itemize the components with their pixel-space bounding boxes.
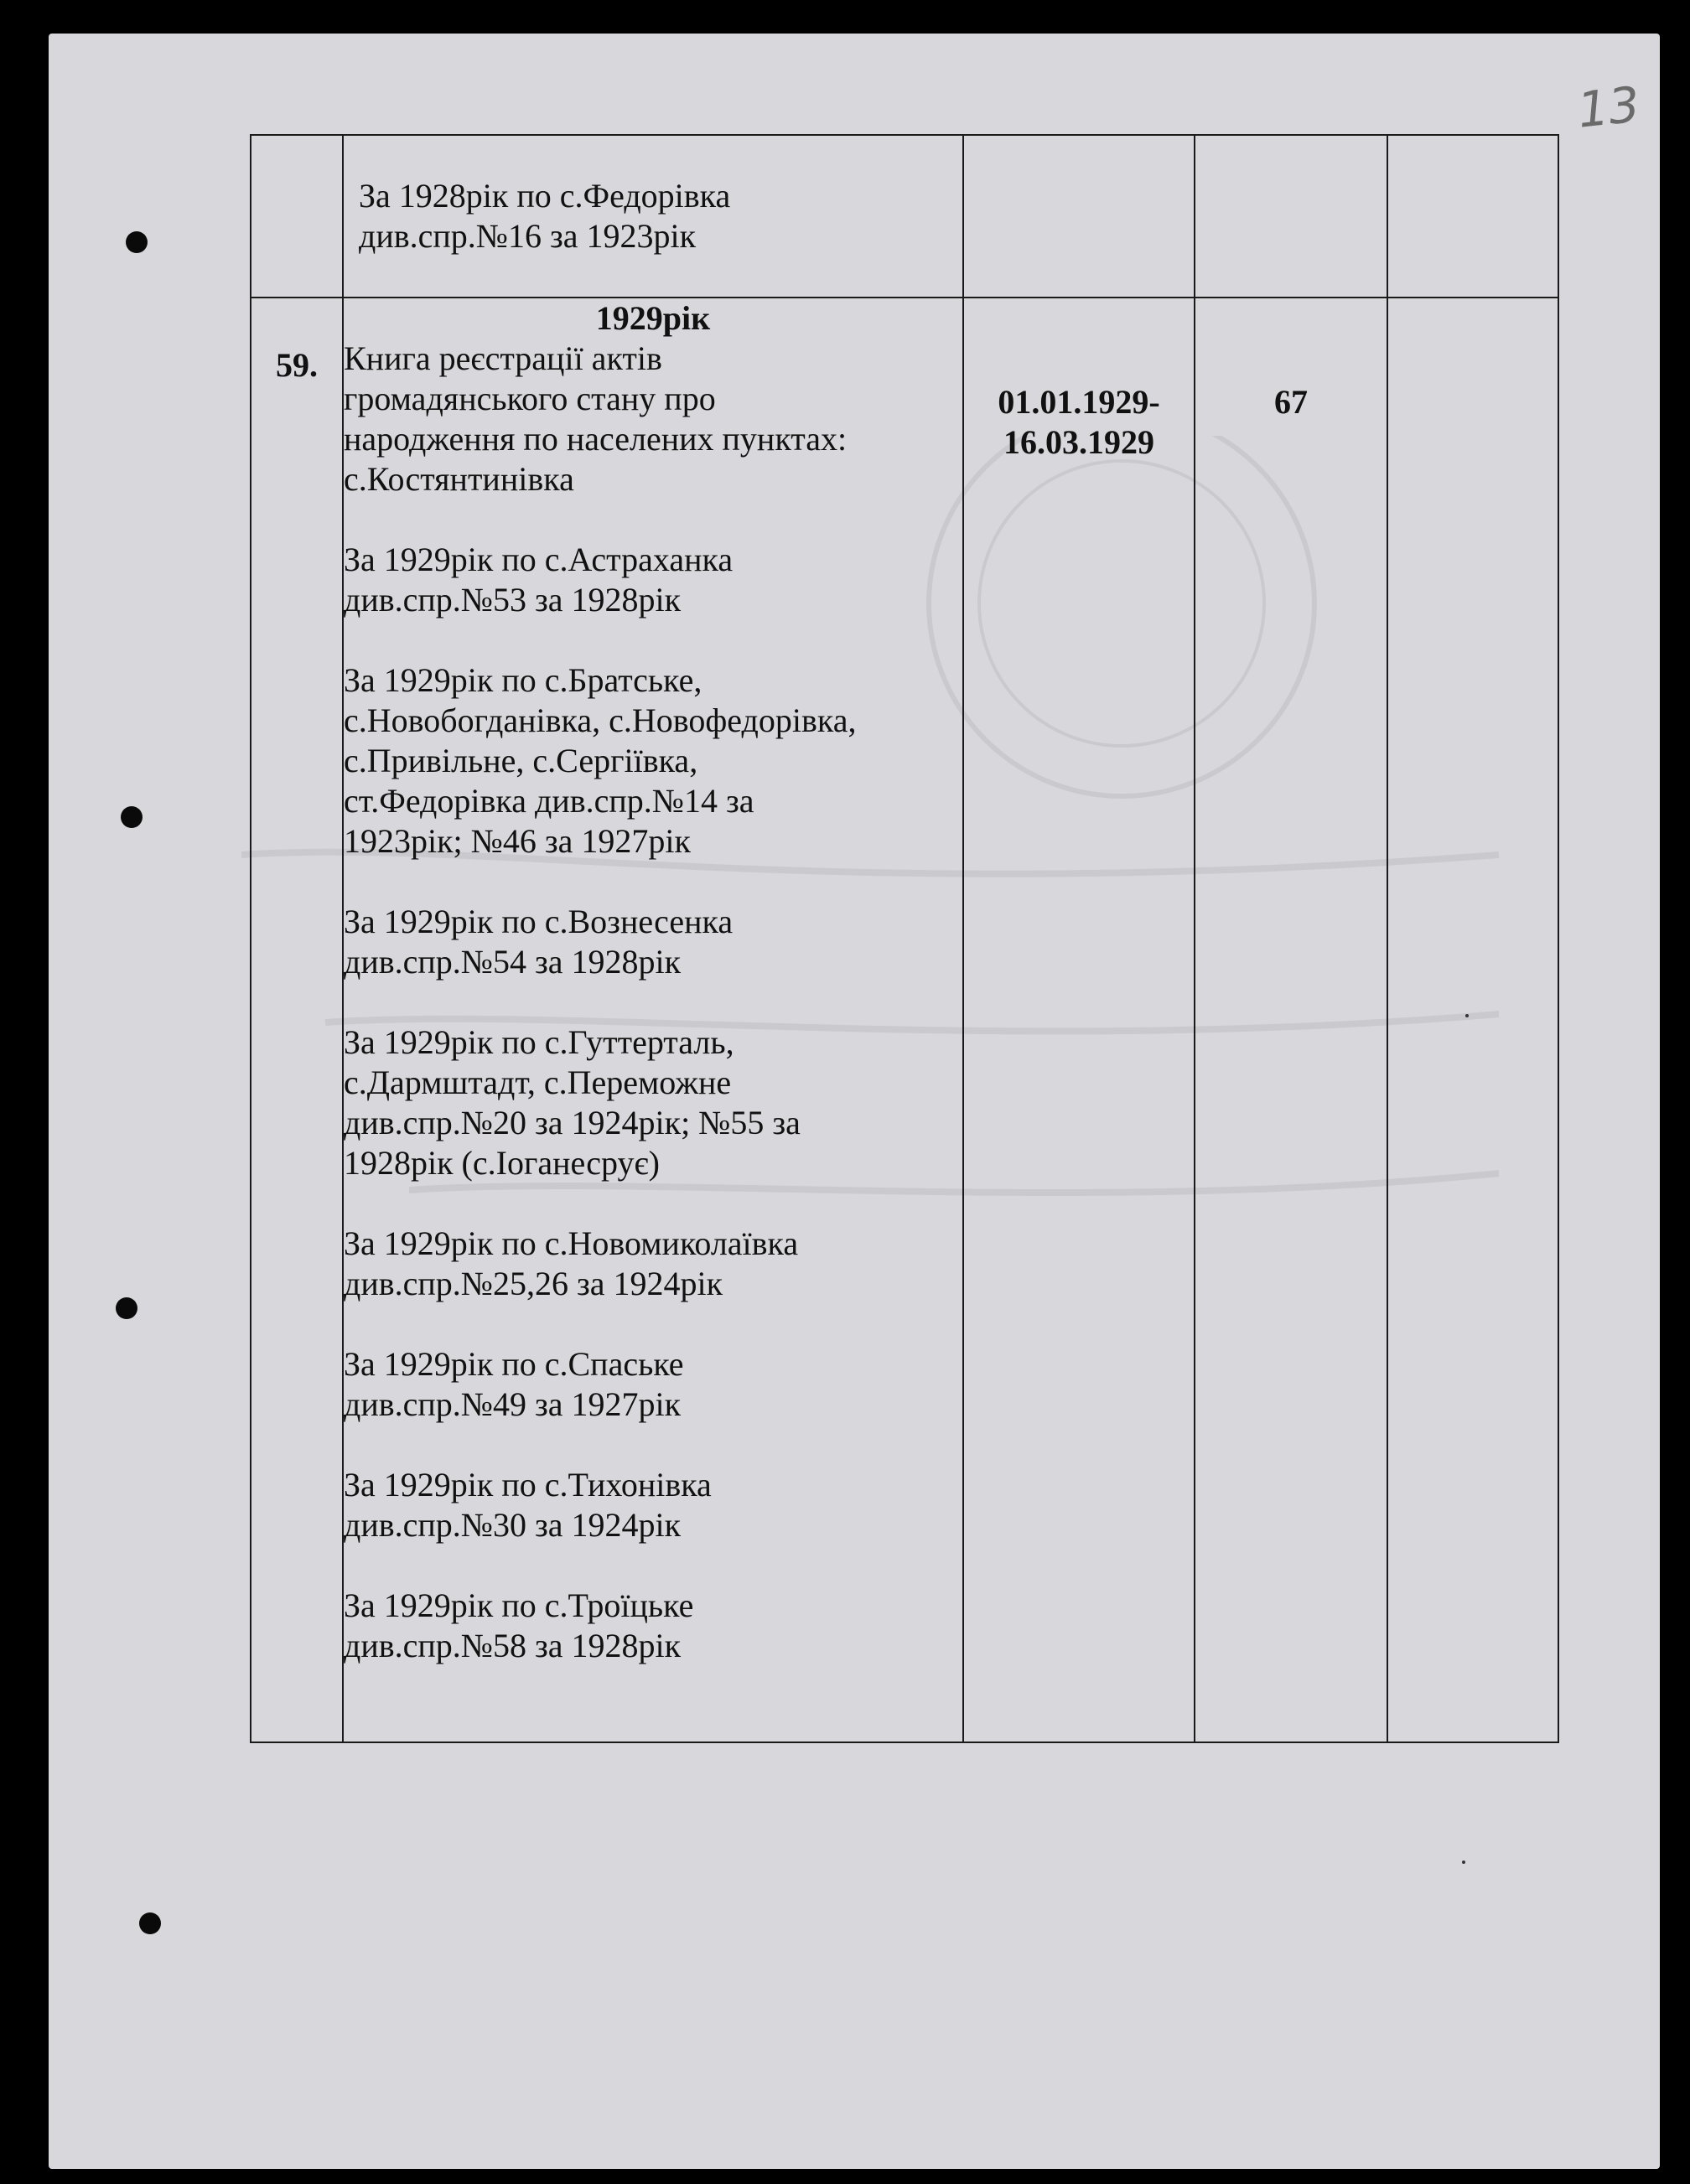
entry bbox=[344, 902, 962, 982]
entry-line: с.Дармштадт, с.Переможне bbox=[344, 1064, 732, 1101]
scan-speck bbox=[1465, 1014, 1469, 1017]
table-row bbox=[251, 298, 1558, 1742]
entry-line: ст.Федорівка див.спр.№14 за bbox=[344, 782, 754, 820]
entry-line: громадянського стану про bbox=[344, 380, 716, 417]
entry bbox=[344, 1344, 962, 1425]
entry-line: див.спр.№16 за 1923рік bbox=[359, 217, 697, 255]
entry-line: За 1929рік по с.Спаське bbox=[344, 1345, 684, 1383]
entry bbox=[344, 1224, 962, 1304]
entry bbox=[344, 660, 962, 862]
entry-line: народження по населених пунктах: bbox=[344, 420, 848, 458]
title-cell bbox=[343, 135, 963, 298]
year-heading: 1929рік bbox=[595, 299, 711, 337]
binder-hole bbox=[116, 1297, 137, 1319]
entry-line: с.Новобогданівка, с.Новофедорівка, bbox=[344, 701, 857, 739]
entry-line: див.спр.№20 за 1924рік; №55 за bbox=[344, 1104, 801, 1141]
entry-line: 1928рік (с.Іоганесрує) bbox=[344, 1144, 660, 1182]
entry bbox=[344, 1586, 962, 1666]
register-table bbox=[250, 134, 1559, 1743]
date-start: 01.01.1929- bbox=[998, 383, 1160, 421]
scan-speck bbox=[1462, 1861, 1465, 1864]
entry bbox=[344, 540, 962, 620]
entry bbox=[344, 1022, 962, 1183]
note-cell bbox=[1387, 298, 1558, 1742]
number-cell bbox=[251, 135, 343, 298]
entry-line: За 1929рік по с.Тихонівка bbox=[344, 1466, 712, 1503]
entry-line: За 1929рік по с.Вознесенка bbox=[344, 903, 734, 940]
dates-cell bbox=[963, 135, 1195, 298]
date-end: 16.03.1929 bbox=[1003, 423, 1154, 461]
document-page bbox=[49, 34, 1660, 2169]
entry-line: Книга реєстрації актів bbox=[344, 339, 662, 377]
entry-line: За 1928рік по с.Федорівка bbox=[359, 177, 731, 215]
entry-line: див.спр.№30 за 1924рік bbox=[344, 1506, 682, 1544]
entry-line: с.Костянтинівка bbox=[344, 460, 574, 498]
sheets-cell bbox=[1195, 135, 1387, 298]
entry-line: 1923рік; №46 за 1927рік bbox=[344, 822, 691, 860]
entry-line: див.спр.№54 за 1928рік bbox=[344, 943, 682, 981]
sheets-cell: 67 bbox=[1195, 298, 1387, 1742]
entry bbox=[344, 339, 962, 499]
entry-line: див.спр.№25,26 за 1924рік bbox=[344, 1265, 723, 1302]
entry-line: див.спр.№58 за 1928рік bbox=[344, 1627, 682, 1664]
entry-line: За 1929рік по с.Гуттерталь, bbox=[344, 1023, 734, 1061]
entry-line: За 1929рік по с.Новомиколаївка bbox=[344, 1224, 799, 1262]
title-cell bbox=[343, 298, 963, 1742]
number-cell: 59. bbox=[251, 298, 343, 1742]
table-row bbox=[251, 135, 1558, 298]
entry-line: див.спр.№53 за 1928рік bbox=[344, 581, 682, 618]
entry-line: За 1929рік по с.Астраханка bbox=[344, 541, 734, 578]
binder-hole bbox=[139, 1912, 161, 1934]
entry bbox=[344, 1465, 962, 1545]
dates-cell bbox=[963, 298, 1195, 1742]
entry-line: с.Привільне, с.Сергіївка, bbox=[344, 742, 698, 779]
entry-line: див.спр.№49 за 1927рік bbox=[344, 1385, 682, 1423]
binder-hole bbox=[126, 231, 148, 253]
entry-line: За 1929рік по с.Троїцьке bbox=[344, 1586, 694, 1624]
binder-hole bbox=[121, 806, 143, 828]
entry-line: За 1929рік по с.Братське, bbox=[344, 661, 702, 699]
page-number: 13 bbox=[1574, 75, 1643, 139]
note-cell bbox=[1387, 135, 1558, 298]
